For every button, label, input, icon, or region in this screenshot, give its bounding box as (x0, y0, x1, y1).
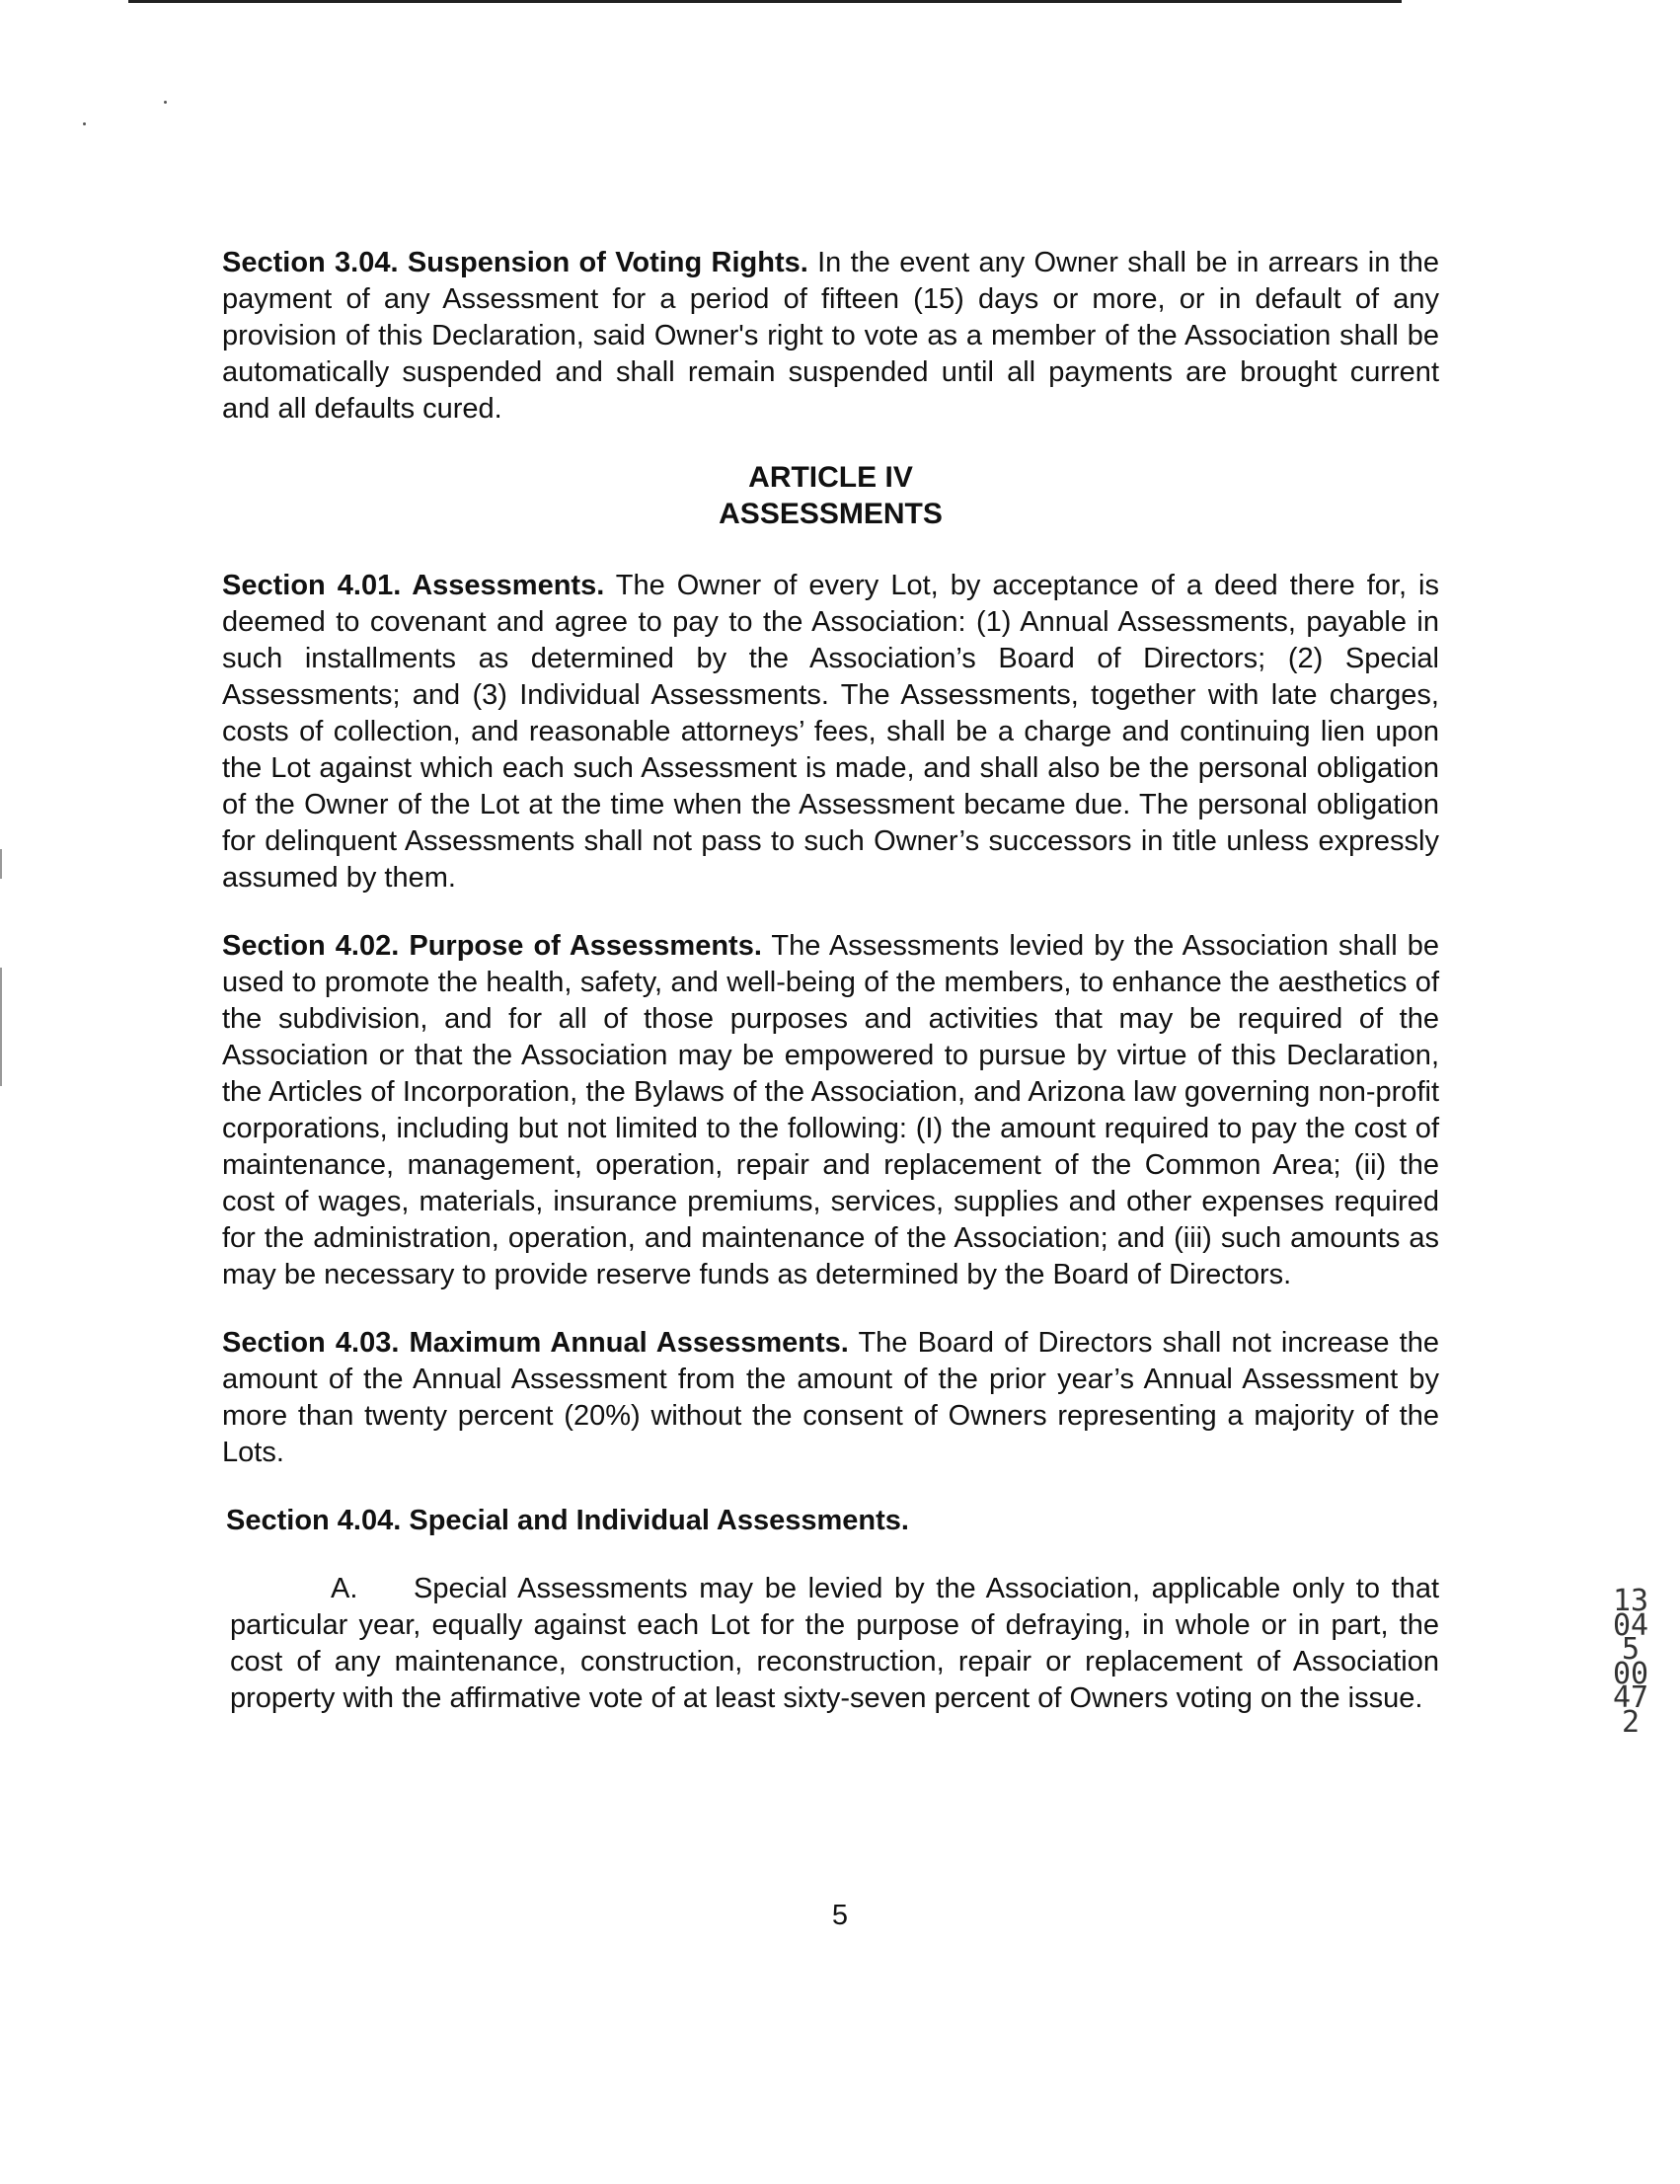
scan-edge-mark (0, 849, 2, 879)
item-a-label: A. (331, 1573, 358, 1604)
recording-stamp: 13045 00472 (1612, 1584, 1649, 1740)
section-4-01-text: The Owner of every Lot, by acceptance of a deed there for, is deemed to covenant and agree to pay to the Association: (1) Annual Assessments, payable in such installments as determined by the Association’s Board of Directors; (2) Special Assessments; and (3) Individual Assessments. The Assessments, together with late charges, costs of collection, and reasonable attorneys’ fees, shall be a charge and continuing lien upon the Lot against which each such Assessment is made, and shall also be the personal obligation of the Owner of the Lot at the time when the Assessment became due. The personal obligation for delinquent Assessments shall not pass to such Owner’s successors in title unless expressly assumed by them. (222, 570, 1439, 894)
item-a-text: Special Assessments may be levied by the Association, applicable only to that particular year, equally against each Lot for the purpose of defraying, in whole or in part, the cost of any maintenance, construction, reconstruction, repair or replacement of Association property with the affirmative vote of at least sixty-seven percent of Owners voting on the issue. (230, 1573, 1439, 1714)
section-4-02-heading: Section 4.02. Purpose of Assessments. (222, 930, 762, 962)
section-4-01-heading: Section 4.01. Assessments. (222, 570, 605, 601)
section-3-04 (222, 245, 1439, 428)
article-number: ARTICLE IV (748, 461, 913, 494)
section-4-03-text: The Board of Directors shall not increase the amount of the Annual Assessment from the amount of the prior year’s Annual Assessment by more than twenty percent (20%) without the consent of Owners representing a majority of the Lots. (222, 1327, 1439, 1468)
section-3-04-text: In the event any Owner shall be in arrears in the payment of any Assessment for a period of fifteen (15) days or more, or in default of any provision of this Declaration, said Owner's right to vote as a member of the Association shall be automatically suspended and shall remain suspended until all payments are brought current and all defaults cured. (222, 247, 1439, 425)
section-4-04-heading: Section 4.04. Special and Individual Assessments. (226, 1505, 909, 1536)
section-4-03 (222, 1325, 1439, 1471)
scan-speck (164, 101, 167, 104)
section-4-03-heading: Section 4.03. Maximum Annual Assessments. (222, 1327, 849, 1359)
section-4-02-text: The Assessments levied by the Association shall be used to promote the health, safety, and well-being of the members, to enhance the aesthetics of the subdivision, and for all of those purposes and activities that may be required of the Association or that the Association may be empowered to pursue by virtue of this Declaration, the Articles of Incorporation, the Bylaws of the Association, and Arizona law governing non-profit corporations, including but not limited to the following: (I) the amount required to pay the cost of maintenance, management, operation, repair and replacement of the Common Area; (ii) the cost of wages, materials, insurance premiums, services, supplies and other expenses required for the administration, operation, and maintenance of the Association; and (iii) such amounts as may be necessary to provide reserve funds as determined by the Board of Directors. (222, 930, 1440, 1290)
scan-edge-mark (0, 968, 2, 1086)
section-3-04-heading: Section 3.04. Suspension of Voting Rights. (222, 247, 808, 278)
article-heading (222, 459, 1439, 532)
page-number: 5 (831, 1900, 849, 1931)
section-4-04-item-a (230, 1571, 1439, 1717)
top-border-line (128, 0, 1402, 3)
document-body (222, 245, 1439, 1746)
section-4-01 (222, 568, 1439, 897)
scan-speck (83, 122, 86, 125)
section-4-02 (222, 928, 1439, 1293)
article-title: ASSESSMENTS (719, 498, 943, 530)
